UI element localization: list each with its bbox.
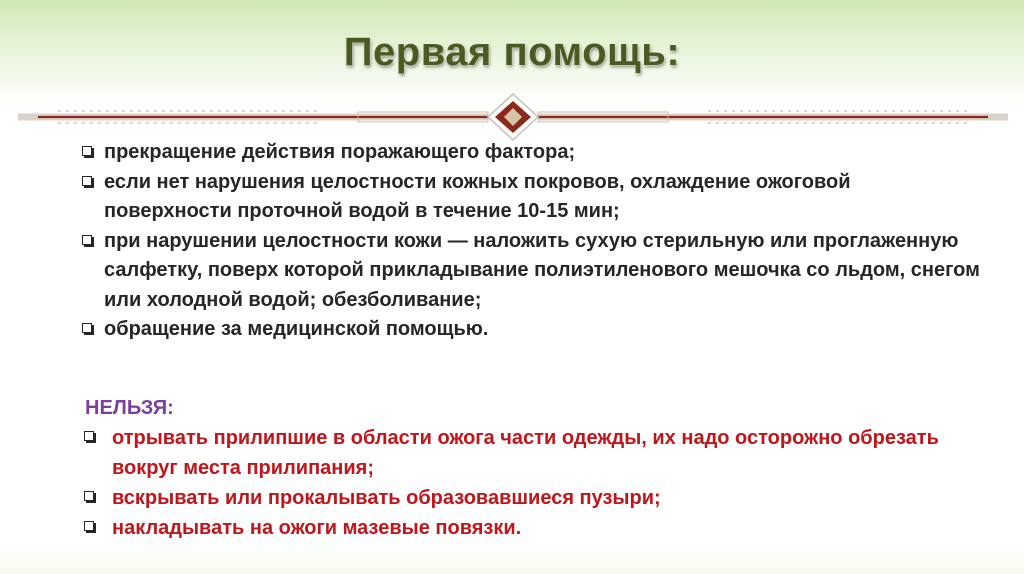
list-item — [82, 168, 982, 227]
first-aid-list — [82, 138, 982, 345]
checkbox-bullet-icon — [84, 431, 94, 441]
prohibited-item-text: отрывать прилипшие в области ожога части одежды, их надо осторожно обрезать вокруг места прилипания; — [112, 427, 939, 479]
list-item — [82, 315, 982, 345]
list-item-text: обращение за медицинской помощью. — [104, 318, 489, 340]
checkbox-bullet-icon — [82, 235, 92, 245]
checkbox-bullet-icon — [82, 176, 92, 186]
divider-right-line — [538, 111, 1008, 123]
list-item — [82, 227, 982, 316]
prohibited-section — [82, 393, 982, 543]
ornament-divider — [18, 92, 1008, 142]
list-item — [82, 138, 982, 168]
prohibited-heading: НЕЛЬЗЯ: — [85, 397, 174, 419]
checkbox-bullet-icon — [82, 146, 92, 156]
slide-title: Первая помощь: — [343, 30, 681, 74]
checkbox-bullet-icon — [84, 491, 94, 501]
prohibited-item — [82, 513, 982, 543]
list-item-text: прекращение действия поражающего фактора; — [104, 141, 576, 163]
diamond-ornament-icon — [488, 94, 538, 140]
checkbox-bullet-icon — [82, 323, 92, 333]
prohibited-item — [82, 423, 982, 483]
checkbox-bullet-icon — [84, 521, 94, 531]
prohibited-item-text: накладывать на ожоги мазевые повязки. — [112, 517, 522, 539]
prohibited-item — [82, 483, 982, 513]
list-item-text: если нет нарушения целостности кожных покровов, охлаждение ожоговой поверхности проточной водой в течение 10-15 мин; — [104, 170, 851, 222]
prohibited-item-text: вскрывать или прокалывать образовавшиеся пузыри; — [112, 487, 661, 509]
divider-left-line — [18, 111, 488, 123]
list-item-text: при нарушении целостности кожи — наложить сухую стерильную или проглаженную салфетку, поверх которой прикладывание полиэтиленового мешочка со льдом, снегом или холодной водой; обезболивание; — [104, 229, 980, 311]
